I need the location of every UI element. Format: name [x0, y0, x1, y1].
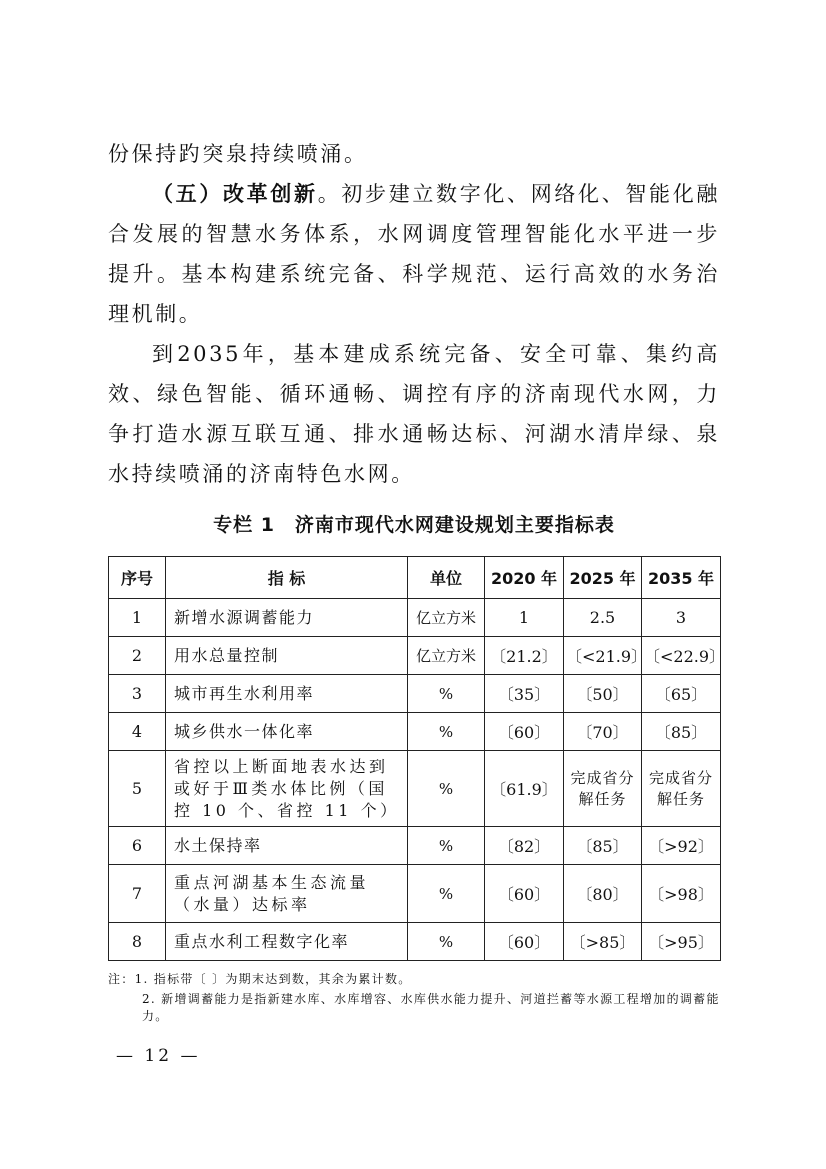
cell-no: 4: [109, 713, 166, 751]
note-1: 注：1. 指标带〔 〕为期末达到数，其余为累计数。: [108, 972, 412, 986]
cell-2025: 2.5: [564, 599, 642, 637]
cell-2035: 完成省分解任务: [642, 751, 721, 827]
section-heading: （五）改革创新: [152, 182, 318, 206]
cell-unit: %: [408, 923, 485, 961]
cell-2035: 〔65〕: [642, 675, 721, 713]
cell-no: 2: [109, 637, 166, 675]
note-2: 2. 新增调蓄能力是指新建水库、水库增容、水库供水能力提升、河道拦蓄等水源工程增加的调蓄能力。: [142, 992, 720, 1023]
table-row: [109, 675, 721, 713]
cell-2025: 〔50〕: [564, 675, 642, 713]
cell-no: 5: [109, 751, 166, 827]
cell-2035: 3: [642, 599, 721, 637]
cell-indicator: 新增水源调蓄能力: [166, 599, 408, 637]
table-row: [109, 751, 721, 827]
paragraph-reform-text: 。初步建立数字化、网络化、智能化融合发展的智慧水务体系，水网调度管理智能化水平进一步提升。基本构建系统完备、科学规范、运行高效的水务治理机制。: [108, 182, 720, 326]
header-unit: 单位: [408, 557, 485, 599]
page-number: — 12 —: [116, 1046, 201, 1066]
cell-no: 7: [109, 865, 166, 923]
cell-2025: 〔85〕: [564, 827, 642, 865]
header-2020: 2020 年: [485, 557, 564, 599]
cell-2020: 1: [485, 599, 564, 637]
table-row: [109, 713, 721, 751]
cell-2035: 〔>98〕: [642, 865, 721, 923]
cell-unit: 亿立方米: [408, 599, 485, 637]
cell-2020: 〔60〕: [485, 923, 564, 961]
cell-2020: 〔21.2〕: [485, 637, 564, 675]
cell-unit: %: [408, 713, 485, 751]
table-row: [109, 923, 721, 961]
cell-2020: 〔60〕: [485, 865, 564, 923]
cell-2020: 〔35〕: [485, 675, 564, 713]
header-no: 序号: [109, 557, 166, 599]
table-row: [109, 827, 721, 865]
cell-unit: %: [408, 675, 485, 713]
cell-2035: 〔<22.9〕: [642, 637, 721, 675]
cell-2035: 〔>92〕: [642, 827, 721, 865]
cell-no: 8: [109, 923, 166, 961]
cell-2025: 〔80〕: [564, 865, 642, 923]
indicator-table: [108, 556, 726, 961]
cell-no: 1: [109, 599, 166, 637]
cell-no: 6: [109, 827, 166, 865]
cell-indicator: 用水总量控制: [166, 637, 408, 675]
paragraph-2035: 到2035年，基本建成系统完备、安全可靠、集约高效、绿色智能、循环通畅、调控有序的济南现代水网，力争打造水源互联互通、排水通畅达标、河湖水清岸绿、泉水持续喷涌的济南特色水网。: [108, 342, 720, 486]
cell-2035: 〔85〕: [642, 713, 721, 751]
cell-no: 3: [109, 675, 166, 713]
cell-2025: 〔>85〕: [564, 923, 642, 961]
cell-indicator: 省控以上断面地表水达到或好于Ⅲ类水体比例（国控 10 个、省控 11 个）: [166, 751, 408, 827]
cell-unit: 亿立方米: [408, 637, 485, 675]
table-row: [109, 637, 721, 675]
table-row: [109, 865, 721, 923]
cell-2025: 完成省分解任务: [564, 751, 642, 827]
cell-2025: 〔<21.9〕: [564, 637, 642, 675]
cell-2020: 〔61.9〕: [485, 751, 564, 827]
cell-unit: %: [408, 751, 485, 827]
cell-2025: 〔70〕: [564, 713, 642, 751]
cell-indicator: 城乡供水一体化率: [166, 713, 408, 751]
table-title: 专栏 1 济南市现代水网建设规划主要指标表: [213, 514, 615, 536]
cell-2020: 〔82〕: [485, 827, 564, 865]
cell-indicator: 重点水利工程数字化率: [166, 923, 408, 961]
cell-indicator: 重点河湖基本生态流量（水量）达标率: [166, 865, 408, 923]
header-2035: 2035 年: [642, 557, 721, 599]
header-2025: 2025 年: [564, 557, 642, 599]
cell-2035: 〔>95〕: [642, 923, 721, 961]
header-indicator: 指 标: [166, 557, 408, 599]
paragraph-1: 份保持趵突泉持续喷涌。: [108, 142, 368, 166]
cell-2020: 〔60〕: [485, 713, 564, 751]
table-row: [109, 599, 721, 637]
cell-indicator: 城市再生水利用率: [166, 675, 408, 713]
cell-unit: %: [408, 827, 485, 865]
cell-unit: %: [408, 865, 485, 923]
cell-indicator: 水土保持率: [166, 827, 408, 865]
table-header-row: [109, 557, 721, 599]
paragraph-reform: [108, 174, 720, 334]
